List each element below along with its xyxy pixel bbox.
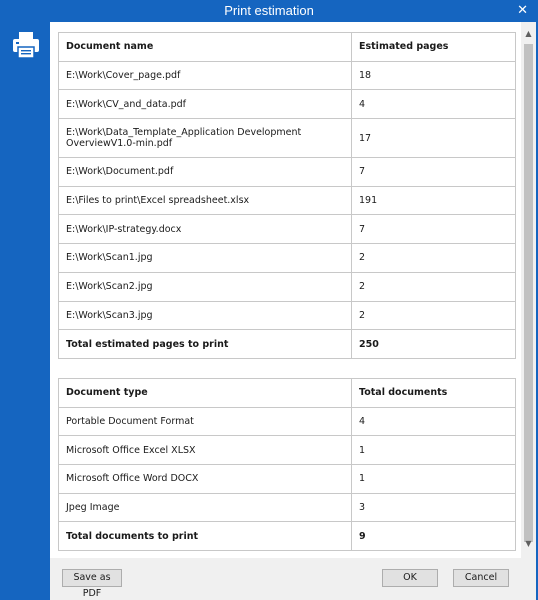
document-name-cell: E:\Work\CV_and_data.pdf <box>59 90 352 119</box>
table-row <box>59 301 516 330</box>
document-type-cell: Jpeg Image <box>59 493 352 522</box>
document-types-table <box>58 378 516 551</box>
table-header-row <box>59 379 516 408</box>
total-documents-label: Total documents to print <box>59 522 352 551</box>
total-row <box>59 522 516 551</box>
table-row <box>59 215 516 244</box>
document-name-cell: E:\Work\Data_Template_Application Development OverviewV1.0-min.pdf <box>59 119 352 158</box>
document-type-cell: Microsoft Office Excel XLSX <box>59 436 352 465</box>
document-name-cell: E:\Files to print\Excel spreadsheet.xlsx <box>59 186 352 215</box>
ok-button[interactable]: OK <box>382 569 438 587</box>
total-row <box>59 330 516 359</box>
scrollbar-thumb[interactable] <box>524 44 533 542</box>
document-name-cell: E:\Work\IP-strategy.docx <box>59 215 352 244</box>
scroll-up-icon[interactable]: ▲ <box>525 29 532 38</box>
cancel-button[interactable]: Cancel <box>453 569 509 587</box>
column-header-document-name: Document name <box>59 33 352 62</box>
total-documents-cell: 1 <box>352 436 516 465</box>
total-documents-cell: 1 <box>352 465 516 494</box>
vertical-scrollbar[interactable] <box>521 22 536 558</box>
document-name-cell: E:\Work\Scan3.jpg <box>59 301 352 330</box>
estimated-pages-cell: 2 <box>352 272 516 301</box>
column-header-estimated-pages: Estimated pages <box>352 33 516 62</box>
document-type-cell: Microsoft Office Word DOCX <box>59 465 352 494</box>
column-header-document-type: Document type <box>59 379 352 408</box>
scroll-area[interactable] <box>50 22 521 558</box>
total-pages-label: Total estimated pages to print <box>59 330 352 359</box>
table-row <box>59 272 516 301</box>
total-documents-cell: 4 <box>352 407 516 436</box>
estimated-pages-cell: 7 <box>352 158 516 187</box>
table-row <box>59 244 516 273</box>
column-header-total-documents: Total documents <box>352 379 516 408</box>
estimated-pages-cell: 7 <box>352 215 516 244</box>
table-row <box>59 407 516 436</box>
table-row <box>59 90 516 119</box>
documents-table <box>58 32 516 359</box>
close-icon[interactable]: ✕ <box>517 3 528 18</box>
total-documents-cell: 3 <box>352 493 516 522</box>
table-row <box>59 186 516 215</box>
title-bar <box>0 0 538 22</box>
document-type-cell: Portable Document Format <box>59 407 352 436</box>
estimated-pages-cell: 4 <box>352 90 516 119</box>
document-name-cell: E:\Work\Scan2.jpg <box>59 272 352 301</box>
table-row <box>59 158 516 187</box>
estimated-pages-cell: 17 <box>352 119 516 158</box>
table-row <box>59 493 516 522</box>
estimated-pages-cell: 2 <box>352 301 516 330</box>
content-panel <box>50 22 536 558</box>
document-name-cell: E:\Work\Cover_page.pdf <box>59 61 352 90</box>
footer-bar <box>50 558 536 600</box>
table-row <box>59 119 516 158</box>
total-pages-value: 250 <box>352 330 516 359</box>
table-row <box>59 61 516 90</box>
document-name-cell: E:\Work\Document.pdf <box>59 158 352 187</box>
save-as-pdf-button[interactable]: Save as PDF <box>62 569 122 587</box>
table-header-row <box>59 33 516 62</box>
scroll-down-icon[interactable]: ▼ <box>525 539 532 548</box>
window-title: Print estimation <box>224 3 314 18</box>
estimated-pages-cell: 2 <box>352 244 516 273</box>
table-row <box>59 465 516 494</box>
table-row <box>59 436 516 465</box>
document-name-cell: E:\Work\Scan1.jpg <box>59 244 352 273</box>
estimated-pages-cell: 18 <box>352 61 516 90</box>
total-documents-value: 9 <box>352 522 516 551</box>
sidebar <box>0 22 50 600</box>
estimated-pages-cell: 191 <box>352 186 516 215</box>
printer-icon <box>11 30 41 60</box>
